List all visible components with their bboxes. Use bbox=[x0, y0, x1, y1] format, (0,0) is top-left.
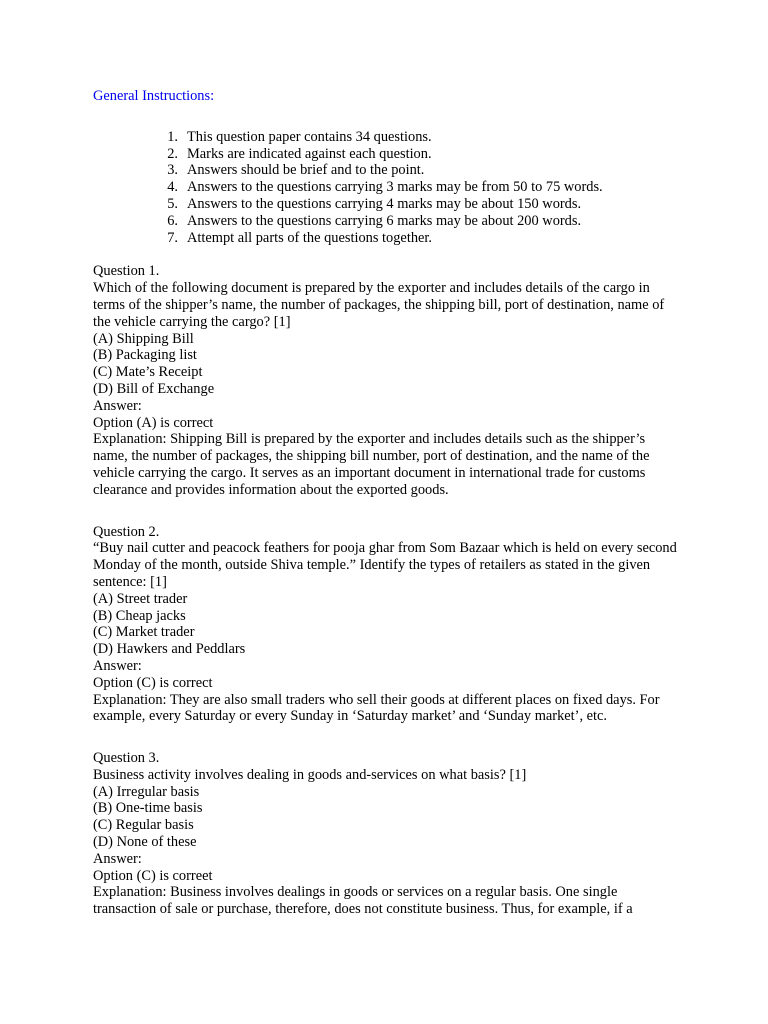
option-b: (B) One-time basis bbox=[93, 800, 203, 817]
option-b: (B) Cheap jacks bbox=[93, 607, 186, 624]
option-c: (C) Regular basis bbox=[93, 817, 194, 834]
option-a: (A) Irregular basis bbox=[93, 783, 200, 800]
general-instructions-heading: General Instructions: bbox=[93, 88, 215, 104]
option-a: (A) Street trader bbox=[93, 590, 188, 607]
question-text: Business activity involves dealing in goods and-services on what basis? [1] bbox=[93, 766, 527, 783]
answer-label: Answer: bbox=[93, 657, 142, 674]
option-c: (C) Market trader bbox=[93, 624, 195, 641]
answer-text: Option (C) is correet bbox=[93, 867, 213, 884]
instruction-item: 3. Answers should be brief and to the point. bbox=[167, 162, 425, 179]
instruction-item: 7. Attempt all parts of the questions together. bbox=[167, 229, 432, 246]
question-2 bbox=[93, 524, 683, 726]
question-text: “Buy nail cutter and peacock feathers for pooja ghar from Som Bazaar which is held on every second Monday of the month, outside Shiva temple.” Identify the types of retailers as stated in the given sentence: [1] bbox=[93, 540, 677, 590]
option-d: (D) None of these bbox=[93, 834, 197, 851]
instruction-item: 6. Answers to the questions carrying 6 marks may be about 200 words. bbox=[167, 212, 582, 229]
answer-label: Answer: bbox=[93, 397, 142, 414]
option-d: (D) Bill of Exchange bbox=[93, 380, 215, 397]
explanation-text: Explanation: They are also small traders who sell their goods at different places on fixed days. For example, every Saturday or every Sunday in ‘Saturday market’ and ‘Sunday market’, etc. bbox=[93, 691, 660, 725]
question-title: Question 2. bbox=[93, 523, 160, 540]
explanation-text: Explanation: Business involves dealings in goods or services on a regular basis. One single transaction of sale or purchase, therefore, does not constitute business. Thus, for example, if a bbox=[93, 884, 633, 918]
question-text: Which of the following document is prepared by the exporter and includes details of the cargo in terms of the shipper’s name, the number of packages, the shipping bill, port of destination, name of the vehicle carrying the cargo? [1] bbox=[93, 280, 665, 330]
question-3 bbox=[93, 750, 683, 918]
question-title: Question 3. bbox=[93, 750, 160, 767]
instruction-item: 2. Marks are indicated against each question. bbox=[167, 145, 432, 162]
question-1 bbox=[93, 263, 683, 498]
answer-label: Answer: bbox=[93, 850, 142, 867]
instruction-item: 5. Answers to the questions carrying 4 marks may be about 150 words. bbox=[167, 195, 582, 212]
option-b: (B) Packaging list bbox=[93, 347, 197, 364]
option-a: (A) Shipping Bill bbox=[93, 330, 194, 347]
answer-text: Option (C) is correct bbox=[93, 674, 213, 691]
instruction-item: 1. This question paper contains 34 questions. bbox=[167, 128, 432, 145]
instruction-item: 4. Answers to the questions carrying 3 marks may be from 50 to 75 words. bbox=[167, 179, 603, 196]
document-page bbox=[93, 88, 683, 943]
question-title: Question 1. bbox=[93, 263, 160, 280]
answer-text: Option (A) is correct bbox=[93, 414, 214, 431]
explanation-text: Explanation: Shipping Bill is prepared by the exporter and includes details such as the shipper’s name, the number of packages, the shipping bill number, port of destination, and the name of the vehicle carrying the cargo. It serves as an important document in international trade for customs clearance and provides information about the exported goods. bbox=[93, 431, 650, 498]
option-d: (D) Hawkers and Peddlars bbox=[93, 641, 246, 658]
instructions-list bbox=[93, 129, 683, 247]
option-c: (C) Mate’s Receipt bbox=[93, 364, 203, 381]
